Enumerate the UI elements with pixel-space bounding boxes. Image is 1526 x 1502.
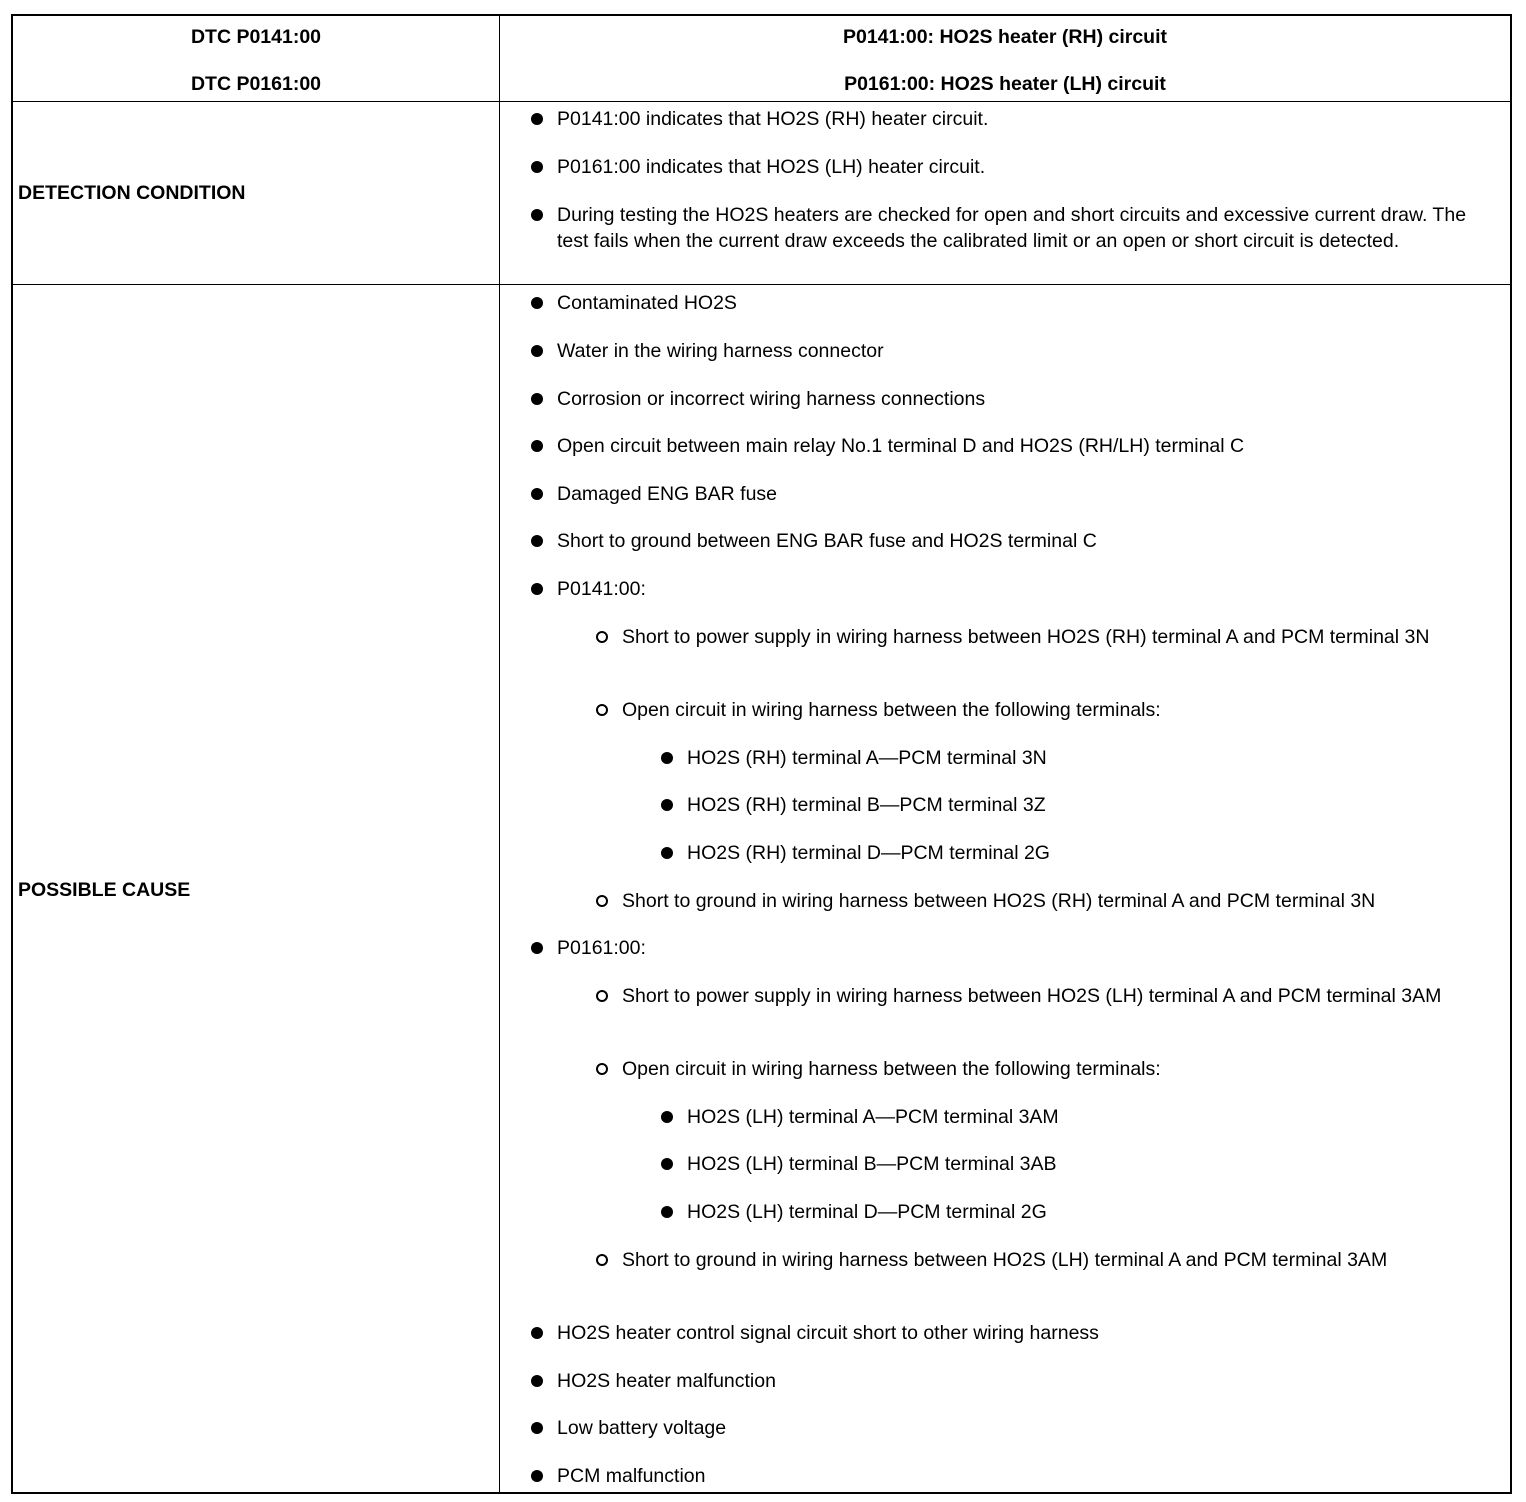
bullet-icon [531,1422,543,1434]
possible-cause-item: Short to power supply in wiring harness between HO2S (LH) terminal A and PCM terminal 3AM [622,985,1442,1007]
open-bullet-icon [596,990,608,1002]
dtc-description-rh: P0141:00: HO2S heater (RH) circuit [842,26,1168,48]
possible-cause-item: Open circuit in wiring harness between the following terminals: [622,1058,1161,1080]
possible-cause-item: Contaminated HO2S [557,292,737,314]
dtc-table [11,14,1512,1494]
detection-condition-item: P0161:00 indicates that HO2S (LH) heater circuit. [557,156,986,178]
possible-cause-item: HO2S (RH) terminal B—PCM terminal 3Z [687,794,1046,816]
possible-cause-item: PCM malfunction [557,1465,706,1487]
bullet-icon [531,161,543,173]
open-bullet-icon [596,1063,608,1075]
possible-cause-item: Short to ground in wiring harness between HO2S (LH) terminal A and PCM terminal 3AM [622,1249,1388,1271]
dtc-code-lh: DTC P0161:00 [190,73,322,95]
row-divider-header [13,101,1510,102]
bullet-icon [531,535,543,547]
possible-cause-item: Open circuit in wiring harness between the following terminals: [622,699,1161,721]
bullet-icon [661,1206,673,1218]
dtc-description-lh: P0161:00: HO2S heater (LH) circuit [844,73,1166,95]
column-divider [499,16,500,1492]
bullet-icon [531,583,543,595]
bullet-icon [531,1327,543,1339]
possible-cause-item: HO2S (LH) terminal B—PCM terminal 3AB [687,1153,1057,1175]
bullet-icon [531,113,543,125]
detection-condition-item: During testing the HO2S heaters are checked for open and short circuits and excessive current draw. The test fails when the current draw exceeds the calibrated limit or an open or short circuit is detected. [557,204,1467,252]
possible-cause-item: HO2S (LH) terminal A—PCM terminal 3AM [687,1106,1059,1128]
bullet-icon [661,752,673,764]
bullet-icon [531,345,543,357]
open-bullet-icon [596,631,608,643]
possible-cause-item: Water in the wiring harness connector [557,340,884,362]
bullet-icon [531,1375,543,1387]
detection-condition-label: DETECTION CONDITION [18,182,246,204]
bullet-icon [661,1158,673,1170]
possible-cause-item: Short to power supply in wiring harness between HO2S (RH) terminal A and PCM terminal 3N [622,626,1430,648]
open-bullet-icon [596,1254,608,1266]
possible-cause-item: Open circuit between main relay No.1 terminal D and HO2S (RH/LH) terminal C [557,435,1245,457]
bullet-icon [531,488,543,500]
bullet-icon [531,440,543,452]
possible-cause-item: HO2S heater control signal circuit short to other wiring harness [557,1322,1099,1344]
possible-cause-item: HO2S (RH) terminal D—PCM terminal 2G [687,842,1050,864]
bullet-icon [661,1111,673,1123]
bullet-icon [661,847,673,859]
possible-cause-item: Short to ground between ENG BAR fuse and HO2S terminal C [557,530,1097,552]
bullet-icon [531,1470,543,1482]
possible-cause-item: Corrosion or incorrect wiring harness connections [557,388,986,410]
detection-condition-item: P0141:00 indicates that HO2S (RH) heater circuit. [557,108,989,130]
possible-cause-item: P0141:00: [557,578,646,600]
bullet-icon [531,942,543,954]
possible-cause-item: Low battery voltage [557,1417,727,1439]
possible-cause-item: P0161:00: [557,937,646,959]
possible-cause-label: POSSIBLE CAUSE [18,879,191,901]
row-divider-detection [13,284,1510,285]
open-bullet-icon [596,895,608,907]
open-bullet-icon [596,704,608,716]
bullet-icon [661,799,673,811]
possible-cause-item: HO2S heater malfunction [557,1370,776,1392]
possible-cause-item: Short to ground in wiring harness between HO2S (RH) terminal A and PCM terminal 3N [622,890,1376,912]
possible-cause-item: HO2S (RH) terminal A—PCM terminal 3N [687,747,1047,769]
possible-cause-item: HO2S (LH) terminal D—PCM terminal 2G [687,1201,1047,1223]
possible-cause-item: Damaged ENG BAR fuse [557,483,778,505]
bullet-icon [531,297,543,309]
bullet-icon [531,393,543,405]
bullet-icon [531,209,543,221]
dtc-code-rh: DTC P0141:00 [190,26,322,48]
